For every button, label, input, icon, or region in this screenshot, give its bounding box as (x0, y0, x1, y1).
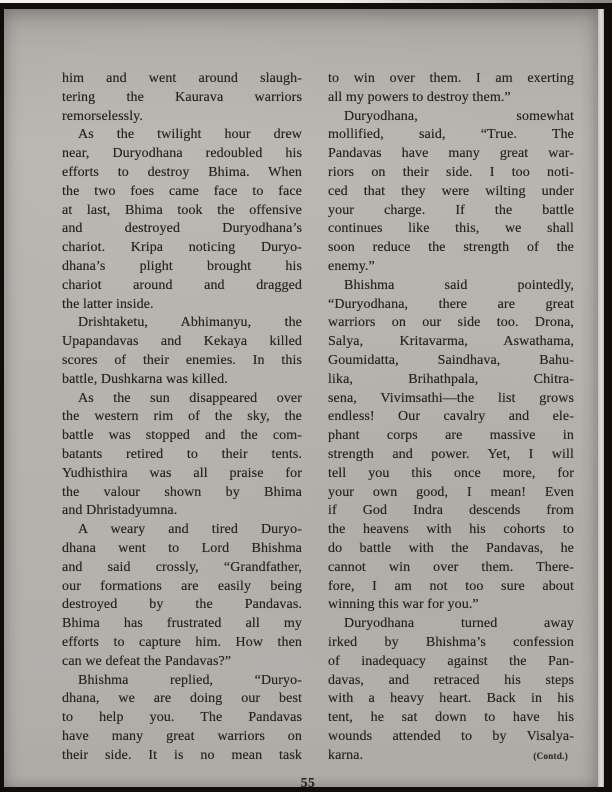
text-line: As the twilight hour drew (78, 127, 302, 143)
text-line: and Dhristadyumna. (62, 503, 178, 519)
text-line: continues like this, we shall (328, 221, 574, 237)
text-line: dhana’s plight brought his (62, 258, 302, 274)
text-line: and said crossly, “Grandfather, (62, 559, 302, 575)
text-line: Duryodhana turned away (344, 616, 574, 632)
text-line: all my powers to destroy them.” (328, 89, 511, 105)
text-line-left: karna. (328, 747, 364, 763)
text-line: phant corps are massive in (328, 428, 574, 444)
text-line: him and went around slaugh- (62, 71, 302, 86)
text-line: chariot around and dragged (62, 277, 302, 293)
text-line: battle was stopped and the com- (62, 428, 302, 444)
text-line: the two foes came face to face (62, 183, 302, 199)
text-line: batants retired to their tents. (62, 446, 302, 462)
text-line: winning this war for you.” (328, 597, 479, 613)
text-line: Goumidatta, Saindhava, Bahu- (328, 352, 574, 368)
text-line: tering the Kaurava warriors (62, 89, 302, 105)
text-line: tent, he sat down to have his (328, 710, 574, 726)
text-line: Bhima has frustrated all my (62, 616, 302, 632)
text-line: if God Indra descends from (328, 503, 574, 519)
text-line: As the sun disappeared over (78, 390, 302, 406)
text-line: efforts to destroy Bhima. When (62, 164, 302, 180)
text-line: cannot win over them. There- (328, 559, 574, 575)
text-line: Duryodhana, somewhat (344, 108, 574, 124)
text-line: Upapandavas and Kekaya killed (62, 334, 302, 350)
text-line: ced that they were wilting under (328, 183, 574, 199)
scan-edge-right (598, 9, 604, 787)
text-line: Bhishma replied, “Duryo- (78, 672, 302, 688)
text-line: the heavens with his cohorts to (328, 522, 574, 538)
text-line: can we defeat the Pandavas?” (62, 653, 232, 669)
text-column-right (328, 70, 574, 765)
text-line: Bhishma said pointedly, (344, 277, 574, 293)
text-line: destroyed by the Pandavas. (62, 597, 302, 613)
text-line: “Duryodhana, there are great (328, 296, 574, 312)
text-line: our formations are easily being (62, 578, 302, 594)
text-line: your own good, I mean! Even (328, 484, 574, 500)
text-line: of inadequacy against the Pan- (328, 653, 574, 669)
book-page (4, 9, 598, 790)
text-line (328, 747, 574, 766)
text-line: tell you this once more, for (328, 465, 574, 481)
text-line: the western rim of the sky, the (62, 409, 302, 425)
text-line: Drishtaketu, Abhimanyu, the (78, 315, 302, 331)
text-line: to win over them. I am exerting (328, 71, 574, 86)
text-line: A weary and tired Duryo- (78, 522, 302, 538)
text-line: strength and power. Yet, I will (328, 446, 574, 462)
text-line: davas, and retraced his steps (328, 672, 574, 688)
text-line: their side. It is no mean task (62, 747, 302, 763)
page-number: 55 (300, 775, 316, 790)
text-line: riors on their side. I too noti- (328, 164, 574, 180)
text-line: soon reduce the strength of the (328, 240, 574, 256)
text-line: your charge. If the battle (328, 202, 574, 218)
text-line: scores of their enemies. In this (62, 352, 302, 368)
text-column-left (62, 70, 302, 765)
text-line: irked by Bhishma’s confession (328, 634, 574, 650)
text-line: have many great warriors on (62, 728, 302, 744)
text-line: Yudhisthira was all praise for (62, 465, 302, 481)
text-line: Salya, Kritavarma, Aswathama, (328, 334, 574, 350)
text-line: sena, Vivimsathi—the list grows (328, 390, 574, 406)
text-line: fore, I am not too sure about (328, 578, 574, 594)
text-line: do battle with the Pandavas, he (328, 540, 574, 556)
text-line: warriors on our side too. Drona, (328, 315, 574, 331)
text-line: with a heavy heart. Back in his (328, 691, 574, 707)
text-line: remorselessly. (62, 108, 143, 124)
scan-edge-top (0, 0, 612, 3)
text-line: near, Duryodhana redoubled his (62, 146, 302, 162)
text-line: the valour shown by Bhima (62, 484, 302, 500)
text-line: dhana went to Lord Bhishma (62, 540, 302, 556)
text-line: mollified, said, “True. The (328, 127, 574, 143)
text-line: chariot. Kripa noticing Duryo- (62, 240, 302, 256)
text-line: Pandavas have many great war- (328, 146, 574, 162)
text-line: efforts to capture him. How then (62, 634, 302, 650)
text-line: enemy.” (328, 258, 375, 274)
text-line: at last, Bhima took the offensive (62, 202, 302, 218)
text-line: dhana, we are doing our best (62, 691, 302, 707)
text-line: endless! Our cavalry and ele- (328, 409, 574, 425)
text-line: battle, Dushkarna was killed. (62, 371, 228, 387)
text-line: lika, Brihathpala, Chitra- (328, 371, 574, 387)
text-line: to help you. The Pandavas (62, 710, 302, 726)
text-line: the latter inside. (62, 296, 154, 312)
contd-label: (Contd.) (533, 750, 568, 761)
text-line: wounds attended to by Visalya- (328, 728, 574, 744)
text-line: and destroyed Duryodhana’s (62, 221, 302, 237)
